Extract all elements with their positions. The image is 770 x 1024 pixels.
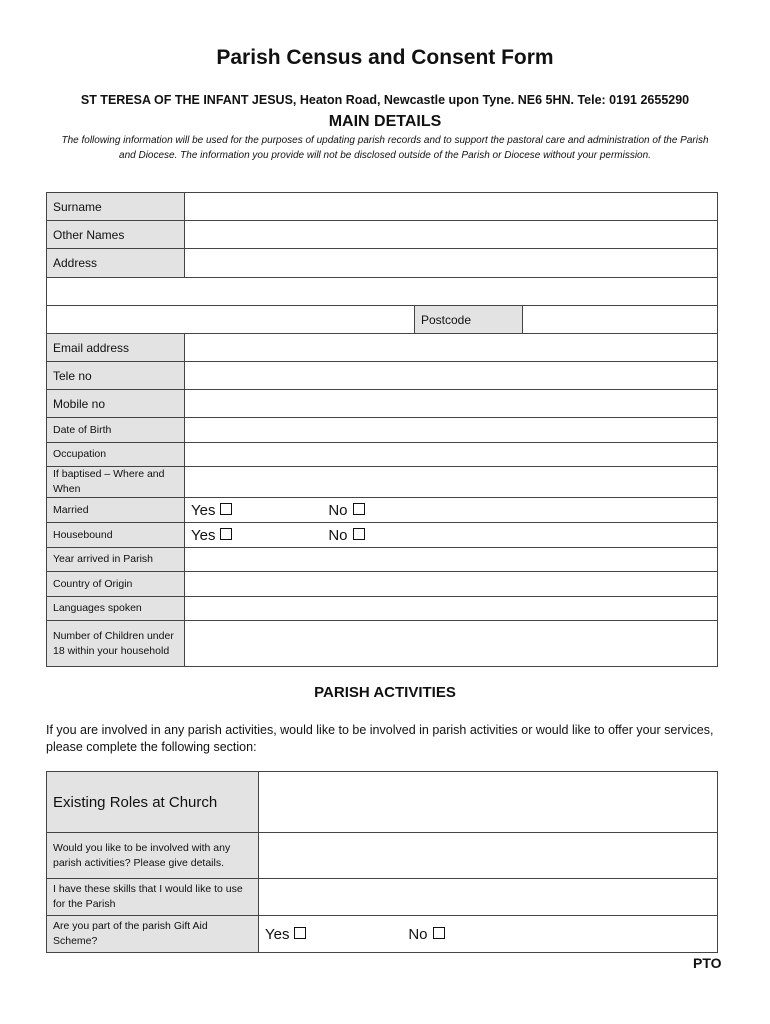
surname-label: Surname: [47, 193, 185, 221]
parish-address: ST TERESA OF THE INFANT JESUS, Heaton Road, Newcastle upon Tyne. NE6 5HN. Tele: 0191 2655290: [80, 93, 690, 107]
gift-aid-yes-checkbox[interactable]: [294, 927, 306, 939]
country-label: Country of Origin: [47, 572, 185, 597]
activities-table: [46, 771, 718, 953]
parish-activities-intro: If you are involved in any parish activities, would like to be involved in parish activities or would like to offer your services, please complete the following section:: [46, 723, 714, 754]
other-names-field[interactable]: [185, 221, 718, 249]
parish-activities-heading: PARISH ACTIVITIES: [314, 684, 456, 701]
married-no-checkbox[interactable]: [353, 503, 365, 515]
year-arrived-label: Year arrived in Parish: [47, 548, 185, 572]
country-field[interactable]: [185, 572, 718, 597]
housebound-label: Housebound: [47, 523, 185, 548]
dob-field[interactable]: [185, 418, 718, 443]
mobile-label: Mobile no: [47, 390, 185, 418]
housebound-yes-label: Yes: [191, 526, 216, 544]
pto-label: PTO: [693, 955, 722, 971]
mobile-field[interactable]: [185, 390, 718, 418]
gift-aid-no-label: No: [408, 925, 428, 943]
occupation-field[interactable]: [185, 443, 718, 467]
address-field-3[interactable]: [47, 306, 415, 334]
gift-aid-yes-label: Yes: [265, 925, 290, 943]
skills-field[interactable]: [259, 879, 718, 916]
housebound-no-label: No: [328, 526, 348, 544]
year-arrived-field[interactable]: [185, 548, 718, 572]
children-label: Number of Children under 18 within your household: [47, 621, 185, 667]
housebound-no-checkbox[interactable]: [353, 528, 365, 540]
gift-aid-label: Are you part of the parish Gift Aid Scheme?: [47, 916, 259, 953]
married-yes-checkbox[interactable]: [220, 503, 232, 515]
married-options: [185, 498, 718, 523]
postcode-label: Postcode: [415, 306, 523, 334]
housebound-yes-checkbox[interactable]: [220, 528, 232, 540]
skills-label: I have these skills that I would like to use for the Parish: [47, 879, 259, 916]
gift-aid-options: [259, 916, 718, 953]
email-label: Email address: [47, 334, 185, 362]
housebound-options: [185, 523, 718, 548]
main-details-heading: MAIN DETAILS: [328, 113, 442, 130]
languages-label: Languages spoken: [47, 597, 185, 621]
baptised-label: If baptised – Where and When: [47, 467, 185, 498]
tele-field[interactable]: [185, 362, 718, 390]
address-field-1[interactable]: [185, 249, 718, 278]
languages-field[interactable]: [185, 597, 718, 621]
occupation-label: Occupation: [47, 443, 185, 467]
email-field[interactable]: [185, 334, 718, 362]
postcode-field[interactable]: [523, 306, 718, 334]
would-like-label: Would you like to be involved with any parish activities? Please give details.: [47, 833, 259, 879]
main-details-table: [46, 192, 718, 667]
children-field[interactable]: [185, 621, 718, 667]
existing-roles-field[interactable]: [259, 772, 718, 833]
would-like-field[interactable]: [259, 833, 718, 879]
intro-text: The following information will be used for the purposes of updating parish records and to support the pastoral care and administration of the Parish and Diocese. The information you provide will not be disclosed outside of the Parish or Diocese without your permission.: [61, 135, 709, 161]
address-field-2[interactable]: [47, 278, 718, 306]
married-no-label: No: [328, 501, 348, 519]
existing-roles-label: Existing Roles at Church: [47, 772, 259, 833]
married-yes-label: Yes: [191, 501, 216, 519]
form-title: Parish Census and Consent Form: [216, 46, 554, 69]
married-label: Married: [47, 498, 185, 523]
surname-field[interactable]: [185, 193, 718, 221]
baptised-field[interactable]: [185, 467, 718, 498]
tele-label: Tele no: [47, 362, 185, 390]
other-names-label: Other Names: [47, 221, 185, 249]
address-label: Address: [47, 249, 185, 278]
gift-aid-no-checkbox[interactable]: [433, 927, 445, 939]
dob-label: Date of Birth: [47, 418, 185, 443]
